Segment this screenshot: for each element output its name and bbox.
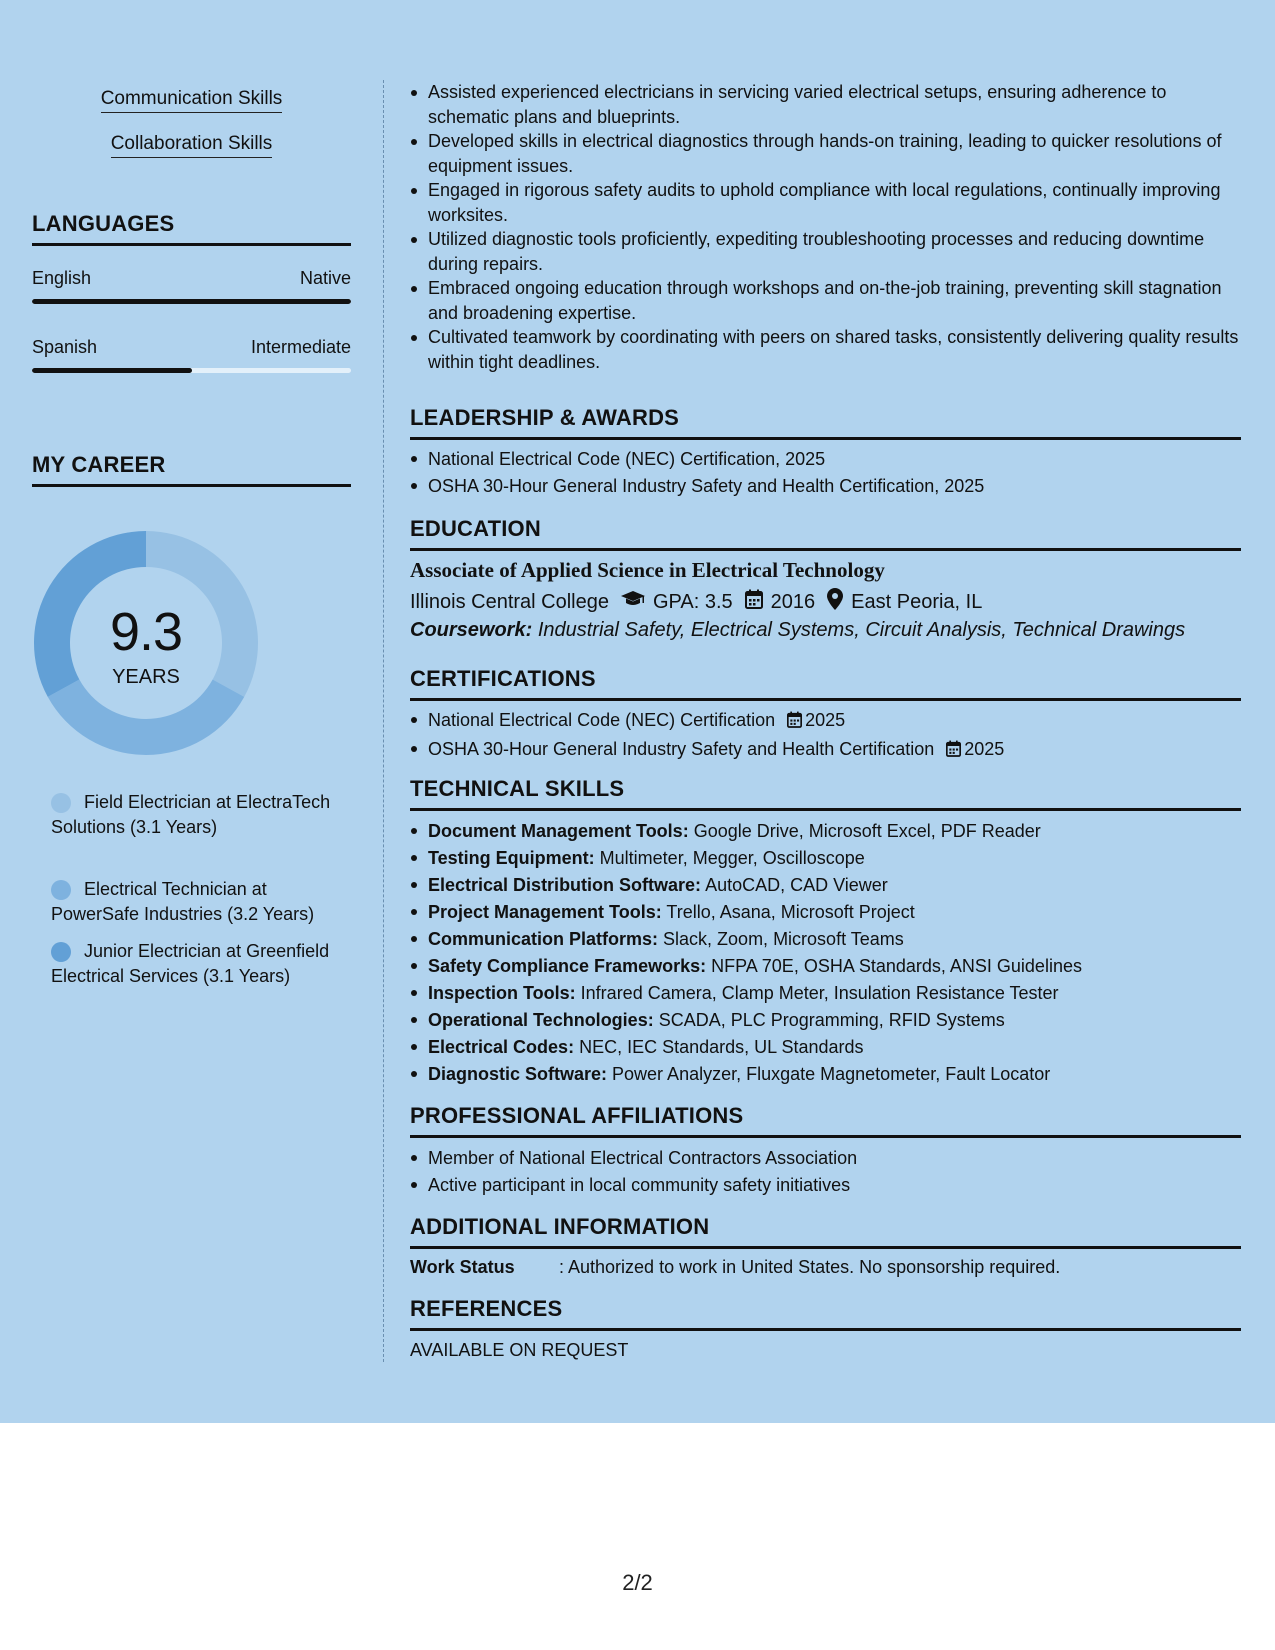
technical-skill-item: Testing Equipment: Multimeter, Megger, Oscilloscope — [410, 845, 1241, 872]
technical-skill-item: Project Management Tools: Trello, Asana, Microsoft Project — [410, 899, 1241, 926]
calendar-icon — [745, 589, 763, 615]
graduation-cap-icon — [621, 590, 645, 614]
languages-heading: LANGUAGES — [32, 211, 351, 246]
leadership-item: OSHA 30-Hour General Industry Safety and Health Certification, 2025 — [410, 473, 1241, 500]
language-bar-fill — [32, 368, 192, 373]
education-school: Illinois Central College — [410, 590, 609, 613]
affiliation-item: Active participant in local community safety initiatives — [410, 1172, 1241, 1199]
career-dot — [51, 942, 71, 962]
leadership-item: National Electrical Code (NEC) Certification, 2025 — [410, 446, 1241, 473]
language-bar-fill — [32, 299, 351, 304]
language-level: Intermediate — [250, 337, 351, 357]
coursework-value: Industrial Safety, Electrical Systems, Circuit Analysis, Technical Drawings — [537, 619, 1186, 641]
calendar-icon — [946, 738, 961, 765]
language-english — [32, 268, 351, 289]
affiliations-list — [410, 1145, 1241, 1199]
career-donut — [34, 531, 258, 755]
education-location: East Peoria, IL — [851, 590, 983, 613]
certification-item: National Electrical Code (NEC) Certification 2025 — [410, 707, 1241, 736]
technical-skill-item: Electrical Distribution Software: AutoCAD, CAD Viewer — [410, 872, 1241, 899]
experience-bullet: Cultivated teamwork by coordinating with peers on shared tasks, consistently delivering quality results within tight deadlines. — [410, 325, 1241, 374]
experience-bullet: Developed skills in electrical diagnostics through hands-on training, leading to quicker resolutions of equipment issues. — [410, 129, 1241, 178]
column-divider — [383, 80, 384, 1362]
career-item: Field Electrician at ElectraTech Solutions (3.1 Years) — [51, 792, 331, 837]
career-item: Electrical Technician at PowerSafe Industries (3.2 Years) — [51, 879, 315, 924]
references-heading: REFERENCES — [410, 1296, 1241, 1331]
location-pin-icon — [827, 588, 843, 616]
language-name: Spanish — [32, 337, 98, 357]
certifications-heading: CERTIFICATIONS — [410, 666, 1241, 701]
skill-collaboration: Collaboration Skills — [32, 133, 351, 158]
education-gpa: GPA: 3.5 — [652, 590, 733, 613]
page-number: 2/2 — [622, 1570, 653, 1595]
references-text: AVAILABLE ON REQUEST — [410, 1340, 629, 1360]
certification-year: 2025 — [964, 739, 1005, 759]
experience-list — [410, 80, 1241, 374]
affiliation-item: Member of National Electrical Contractors Association — [410, 1145, 1241, 1172]
education-coursework — [410, 619, 1185, 642]
technical-skill-item: Diagnostic Software: Power Analyzer, Fluxgate Magnetometer, Fault Locator — [410, 1061, 1241, 1088]
technical-skill-item: Safety Compliance Frameworks: NFPA 70E, OSHA Standards, ANSI Guidelines — [410, 953, 1241, 980]
work-status — [410, 1257, 1060, 1278]
language-english-bar — [32, 299, 351, 304]
language-spanish-bar — [32, 368, 351, 373]
education-degree: Associate of Applied Science in Electrical Technology — [410, 558, 885, 582]
technical-skills-list — [410, 818, 1241, 1088]
additional-info-heading: ADDITIONAL INFORMATION — [410, 1214, 1241, 1249]
education-details — [410, 588, 982, 616]
technical-skill-item: Electrical Codes: NEC, IEC Standards, UL Standards — [410, 1034, 1241, 1061]
coursework-label: Coursework: — [410, 619, 533, 641]
education-heading: EDUCATION — [410, 516, 1241, 551]
leadership-heading: LEADERSHIP & AWARDS — [410, 405, 1241, 440]
career-dot — [51, 880, 71, 900]
career-heading: MY CAREER — [32, 452, 351, 487]
technical-skill-item: Operational Technologies: SCADA, PLC Programming, RFID Systems — [410, 1007, 1241, 1034]
technical-skill-item: Communication Platforms: Slack, Zoom, Microsoft Teams — [410, 926, 1241, 953]
technical-skills-heading: TECHNICAL SKILLS — [410, 776, 1241, 811]
technical-skill-item: Document Management Tools: Google Drive, Microsoft Excel, PDF Reader — [410, 818, 1241, 845]
language-spanish — [32, 337, 351, 358]
technical-skill-item: Inspection Tools: Infrared Camera, Clamp Meter, Insulation Resistance Tester — [410, 980, 1241, 1007]
experience-bullet: Utilized diagnostic tools proficiently, expediting troubleshooting processes and reducing downtime during repairs. — [410, 227, 1241, 276]
career-dot — [51, 793, 71, 813]
skill-communication: Communication Skills — [32, 88, 351, 113]
work-status-label: Work Status — [410, 1257, 515, 1277]
experience-bullet: Embraced ongoing education through workshops and on-the-job training, preventing skill stagnation and broadening expertise. — [410, 276, 1241, 325]
work-status-value: : Authorized to work in United States. No sponsorship required. — [559, 1257, 1061, 1277]
education-year: 2016 — [770, 590, 816, 613]
certification-item: OSHA 30-Hour General Industry Safety and Health Certification 2025 — [410, 736, 1241, 765]
career-total-years: 9.3 — [109, 602, 183, 662]
experience-bullet: Assisted experienced electricians in servicing varied electrical setups, ensuring adherence to schematic plans and blueprints. — [410, 80, 1241, 129]
leadership-list — [410, 446, 1241, 500]
certifications-list — [410, 707, 1241, 765]
career-years-unit: YEARS — [112, 666, 180, 688]
career-item: Junior Electrician at Greenfield Electrical Services (3.1 Years) — [51, 941, 330, 986]
language-name: English — [32, 268, 92, 288]
calendar-icon — [787, 709, 802, 736]
experience-bullet: Engaged in rigorous safety audits to uphold compliance with local regulations, continually improving worksites. — [410, 178, 1241, 227]
language-level: Native — [299, 268, 351, 288]
affiliations-heading: PROFESSIONAL AFFILIATIONS — [410, 1103, 1241, 1138]
certification-year: 2025 — [805, 710, 846, 730]
